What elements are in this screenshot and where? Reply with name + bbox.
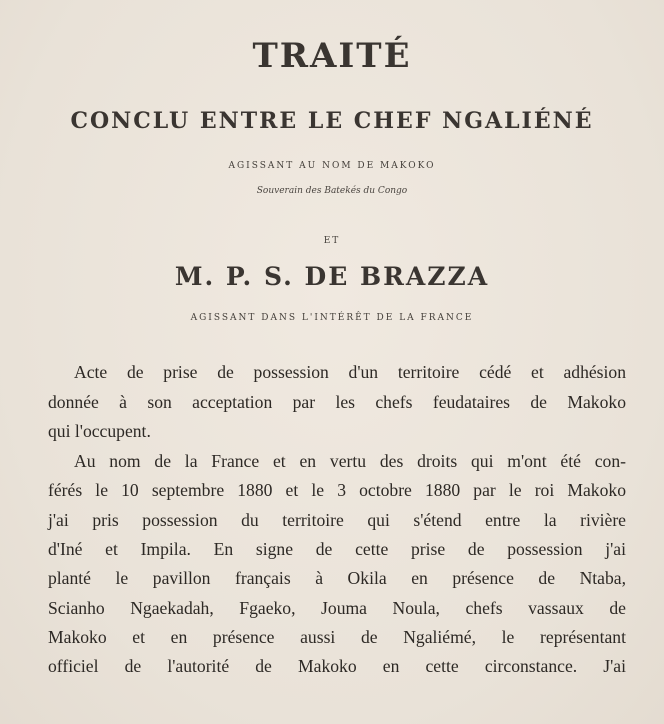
sovereign-line: Souverain des Batekés du Congo <box>256 186 408 196</box>
paragraph-2-line-5: planté le pavillon français à Okila en présence de Ntaba, <box>48 568 626 588</box>
paragraph-2-line-6: Scianho Ngaekadah, Fgaeko, Jouma Noula, chefs vassaux de <box>48 598 626 618</box>
paragraph-1-line-3: qui l'occupent. <box>48 421 151 441</box>
acting-for-line: AGISSANT AU NOM DE MAKOKO <box>228 161 436 171</box>
party-name: M. P. S. DE BRAZZA <box>174 262 490 291</box>
document-subtitle: CONCLU ENTRE LE CHEF NGALIÉNÉ <box>70 108 594 134</box>
paragraph-2-line-1: Au nom de la France et en vertu des droits qui m'ont été con- <box>74 451 626 471</box>
conjunction-et: ET <box>323 236 341 246</box>
paragraph-2-line-2: férés le 10 septembre 1880 et le 3 octobre 1880 par le roi Makoko <box>48 480 626 500</box>
party-acting-line: AGISSANT DANS L'INTÉRÊT DE LA FRANCE <box>190 313 474 323</box>
paragraph-1-line-2: donnée à son acceptation par les chefs feudataires de Makoko <box>48 392 626 412</box>
paragraph-2-line-7: Makoko et en présence aussi de Ngaliémé, le représentant <box>48 627 626 647</box>
paragraph-2-line-8: officiel de l'autorité de Makoko en cette circonstance. J'ai <box>48 656 626 676</box>
paragraph-2-line-4: d'Iné et Impila. En signe de cette prise de possession j'ai <box>48 539 626 559</box>
document-title: TRAITÉ <box>252 36 412 76</box>
paragraph-1-line-1: Acte de prise de possession d'un territoire cédé et adhésion <box>74 362 626 382</box>
paragraph-2-line-3: j'ai pris possession du territoire qui s'étend entre la rivière <box>48 510 626 530</box>
